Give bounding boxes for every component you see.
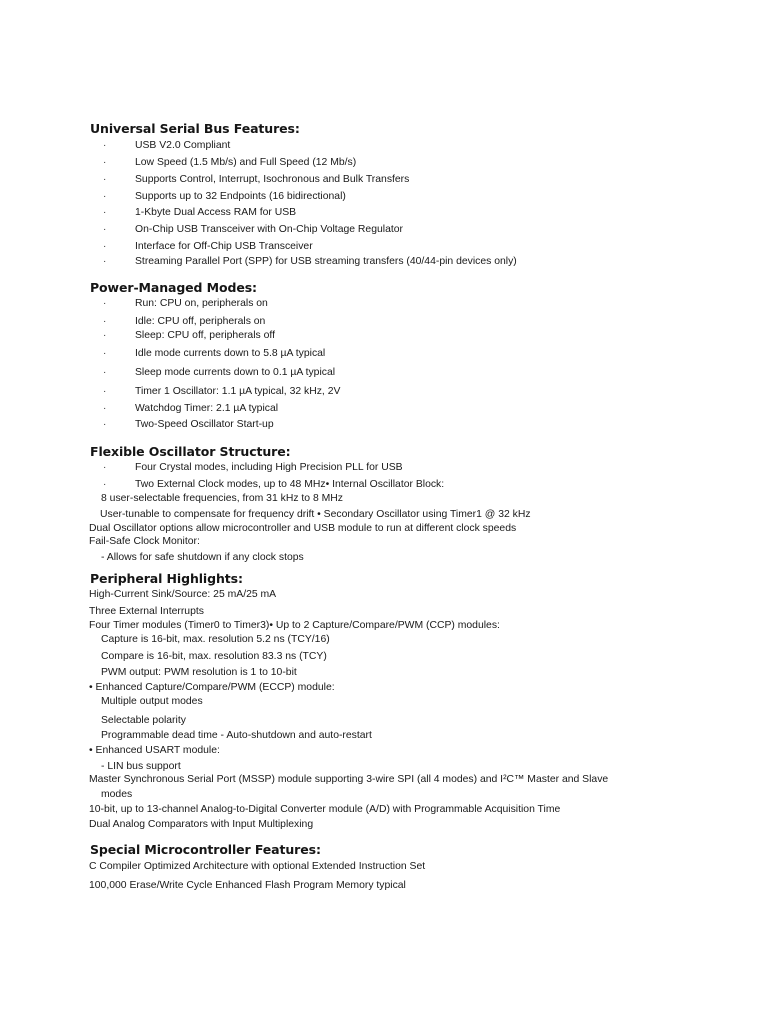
text-line: • Enhanced USART module:	[89, 745, 220, 756]
text-line: - Allows for safe shutdown if any clock stops	[101, 552, 304, 563]
bullet-dot: ·	[103, 174, 107, 185]
bullet-dot: ·	[103, 207, 107, 218]
bullet-dot: ·	[103, 316, 107, 327]
bullet-dot: ·	[103, 386, 107, 397]
list-item: Supports Control, Interrupt, Isochronous and Bulk Transfers	[135, 174, 410, 185]
list-item: Two External Clock modes, up to 48 MHz• Internal Oscillator Block:	[135, 479, 445, 490]
bullet-dot: ·	[103, 140, 107, 151]
bullet-dot: ·	[103, 191, 107, 202]
bullet-dot: ·	[103, 367, 107, 378]
text-line: Fail-Safe Clock Monitor:	[89, 536, 200, 547]
list-item: Idle: CPU off, peripherals on	[135, 316, 266, 327]
list-item: Streaming Parallel Port (SPP) for USB streaming transfers (40/44-pin devices only)	[135, 256, 517, 267]
text-line: Master Synchronous Serial Port (MSSP) module supporting 3-wire SPI (all 4 modes) and I²C™ Master and Slave	[89, 774, 609, 785]
section-heading-oscillator: Flexible Oscillator Structure:	[90, 444, 291, 459]
bullet-dot: ·	[103, 256, 107, 267]
section-heading-usb: Universal Serial Bus Features:	[90, 121, 300, 136]
text-line: Four Timer modules (Timer0 to Timer3)• Up to 2 Capture/Compare/PWM (CCP) modules:	[89, 620, 500, 631]
section-heading-special: Special Microcontroller Features:	[90, 842, 321, 857]
bullet-dot: ·	[103, 157, 107, 168]
section-heading-power: Power-Managed Modes:	[90, 280, 257, 295]
list-item: Timer 1 Oscillator: 1.1 µA typical, 32 kHz, 2V	[135, 386, 341, 397]
list-item: On-Chip USB Transceiver with On-Chip Voltage Regulator	[135, 224, 403, 235]
list-item: Two-Speed Oscillator Start-up	[135, 419, 274, 430]
text-line: Selectable polarity	[101, 715, 186, 726]
bullet-dot: ·	[103, 241, 107, 252]
text-line: Dual Analog Comparators with Input Multiplexing	[89, 819, 314, 830]
text-line: Compare is 16-bit, max. resolution 83.3 ns (TCY)	[101, 651, 327, 662]
list-item: 1-Kbyte Dual Access RAM for USB	[135, 207, 297, 218]
text-line: PWM output: PWM resolution is 1 to 10-bit	[101, 667, 297, 678]
bullet-dot: ·	[103, 403, 107, 414]
text-line: - LIN bus support	[101, 761, 181, 772]
list-item: USB V2.0 Compliant	[135, 140, 231, 151]
text-line: Three External Interrupts	[89, 606, 204, 617]
list-item: Run: CPU on, peripherals on	[135, 298, 268, 309]
list-item: Idle mode currents down to 5.8 µA typical	[135, 348, 326, 359]
section-heading-peripheral: Peripheral Highlights:	[90, 571, 243, 586]
list-item: Sleep mode currents down to 0.1 µA typical	[135, 367, 336, 378]
list-item: Sleep: CPU off, peripherals off	[135, 330, 275, 341]
bullet-dot: ·	[103, 298, 107, 309]
list-item: Watchdog Timer: 2.1 µA typical	[135, 403, 279, 414]
list-item: Interface for Off-Chip USB Transceiver	[135, 241, 313, 252]
text-line: 100,000 Erase/Write Cycle Enhanced Flash Program Memory typical	[89, 880, 406, 891]
list-item: Four Crystal modes, including High Precision PLL for USB	[135, 462, 403, 473]
text-line: High-Current Sink/Source: 25 mA/25 mA	[89, 589, 277, 600]
bullet-dot: ·	[103, 462, 107, 473]
text-line: Programmable dead time - Auto-shutdown and auto-restart	[101, 730, 372, 741]
bullet-dot: ·	[103, 419, 107, 430]
text-line: modes	[101, 789, 133, 800]
text-line: C Compiler Optimized Architecture with optional Extended Instruction Set	[89, 861, 426, 872]
text-line: Dual Oscillator options allow microcontroller and USB module to run at different clock speeds	[89, 523, 517, 534]
text-line: 8 user-selectable frequencies, from 31 kHz to 8 MHz	[101, 493, 343, 504]
bullet-dot: ·	[103, 479, 107, 490]
bullet-dot: ·	[103, 348, 107, 359]
list-item: Supports up to 32 Endpoints (16 bidirectional)	[135, 191, 346, 202]
text-line: Multiple output modes	[101, 696, 203, 707]
text-line: • Enhanced Capture/Compare/PWM (ECCP) module:	[89, 682, 335, 693]
text-line: Capture is 16-bit, max. resolution 5.2 ns (TCY/16)	[101, 634, 330, 645]
text-line: User-tunable to compensate for frequency drift • Secondary Oscillator using Timer1 @ 32 kHz	[100, 509, 531, 520]
list-item: Low Speed (1.5 Mb/s) and Full Speed (12 Mb/s)	[135, 157, 357, 168]
bullet-dot: ·	[103, 330, 107, 341]
bullet-dot: ·	[103, 224, 107, 235]
text-line: 10-bit, up to 13-channel Analog-to-Digital Converter module (A/D) with Programmable Acquisition Time	[89, 804, 561, 815]
